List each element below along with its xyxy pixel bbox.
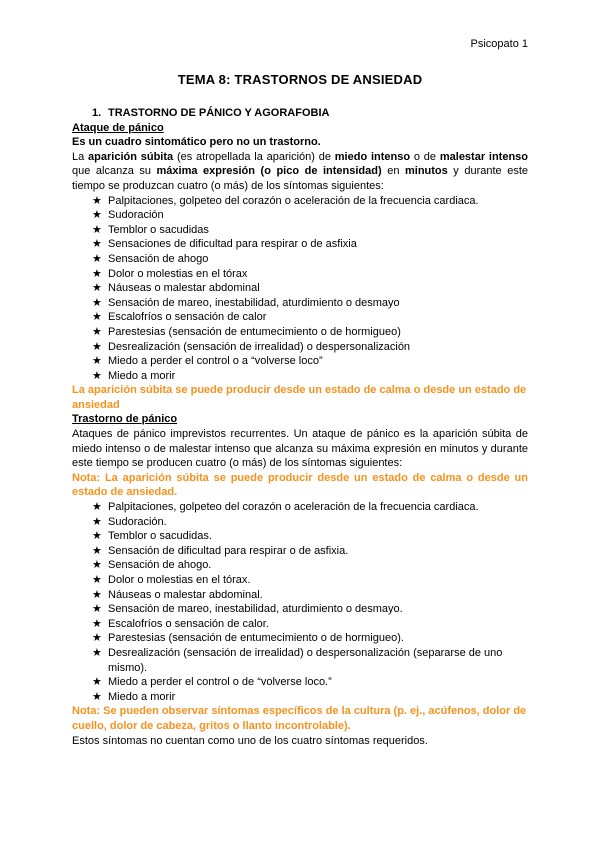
culture-note-line2: cuello, dolor de cabeza, gritos o llanto incontrolable). [72,719,351,732]
star-bullet-icon: ★ [92,267,102,280]
list-item-text: Desrealización (sensación de irrealidad) o despersonalización [108,340,411,353]
list-item [92,588,528,603]
star-bullet-icon: ★ [92,311,102,324]
list-item-text: Sensación de ahogo [108,252,209,265]
star-bullet-icon: ★ [92,340,102,353]
list-item [92,369,528,384]
list-item-text: Miedo a perder el control o a “volverse loco” [108,355,323,368]
list-item-text: Sensación de ahogo. [108,559,212,572]
trastorno-intro: Ataques de pánico imprevistos recurrentes. Un ataque de pánico es la aparición súbita de miedo intenso o de malestar intenso que alcanza su máxima expresión en minutos y durante este tiempo se producen cuatro (o más) de los síntomas siguientes: [72,428,528,470]
list-item [92,675,528,690]
star-bullet-icon: ★ [92,617,102,630]
star-bullet-icon: ★ [92,515,102,528]
star-bullet-icon: ★ [92,355,102,368]
list-item-text: Sensación de mareo, inestabilidad, aturdimiento o desmayo [108,296,400,309]
closing-text: Estos síntomas no cuentan como uno de los cuatro síntomas requeridos. [72,734,428,747]
star-bullet-icon: ★ [92,646,102,659]
star-bullet-icon: ★ [92,369,102,382]
list-item-text: Dolor o molestias en el tórax. [108,574,251,586]
list-item [92,223,528,238]
star-bullet-icon: ★ [92,676,102,689]
list-item-text: Náuseas o malestar abdominal. [108,588,263,601]
list-item [92,646,528,675]
star-bullet-icon: ★ [92,501,102,514]
list-item [92,515,528,530]
header-course: Psicopato 1 [470,38,528,50]
list-item [92,690,528,705]
list-item [92,573,528,588]
list-item [92,354,528,369]
list-item [92,252,528,267]
list-item-text: Miedo a perder el control o de “volverse loco.” [108,676,332,689]
list-item [92,529,528,544]
ataque-intro: La aparición súbita (es atropellada la aparición) de miedo intenso o de malestar intenso que alcanza su máxima expresión (o pico de intensidad) en minutos y durante este tiempo se produzcan cuatro (o más) de los síntomas siguientes: [72,150,529,192]
list-item-text: Miedo a morir [108,369,176,382]
star-bullet-icon: ★ [92,325,102,338]
list-item [92,617,528,632]
list-item-text: Palpitaciones, golpeteo del corazón o aceleración de la frecuencia cardiaca. [108,194,479,207]
list-item-text: Sensaciones de dificultad para respirar o de asfixia [108,238,357,251]
list-item [92,237,528,252]
section-heading [92,106,528,121]
ataque-heading: Ataque de pánico [72,121,164,134]
list-item [92,325,528,340]
list-item-text: Escalofríos o sensación de calor. [108,617,269,630]
star-bullet-icon: ★ [92,690,102,703]
section-number: 1. [92,107,102,119]
star-bullet-icon: ★ [92,574,102,586]
list-item-text: Escalofríos o sensación de calor [108,311,267,324]
star-bullet-icon: ★ [92,238,102,251]
list-item [92,602,528,617]
list-item [92,208,528,223]
list-item-text: Temblor o sacudidas [108,223,209,236]
list-item-text: Palpitaciones, golpeteo del corazón o aceleración de la frecuencia cardiaca. [108,501,479,514]
list-item-text: Desrealización (sensación de irrealidad) o despersonalización (separarse de uno mismo). [108,646,503,674]
list-item-text: Temblor o sacudidas. [108,530,212,543]
list-item-text: Parestesias (sensación de entumecimiento o de hormigueo) [108,325,401,338]
list-item-text: Miedo a morir [108,690,176,703]
culture-note-line1: Nota: Se pueden observar síntomas específicos de la cultura (p. ej., acúfenos, dolor de [72,705,527,718]
star-bullet-icon: ★ [92,603,102,616]
trastorno-heading: Trastorno de pánico [72,413,178,426]
star-bullet-icon: ★ [92,544,102,557]
list-item-text: Parestesias (sensación de entumecimiento o de hormigueo). [108,632,404,645]
list-item-text: Sudoración [108,209,164,222]
list-item-text: Sensación de mareo, inestabilidad, aturdimiento o desmayo. [108,603,403,616]
star-bullet-icon: ★ [92,194,102,207]
list-item [92,544,528,559]
list-item [92,500,528,515]
list-item-text: Sensación de dificultad para respirar o de asfixia. [108,544,349,557]
list-item [92,296,528,311]
list-item-text: Dolor o molestias en el tórax [108,267,248,280]
ataque-subheading: Es un cuadro sintomático pero no un trastorno. [72,136,321,149]
list-item [92,631,528,646]
star-bullet-icon: ★ [92,588,102,601]
ataque-note: La aparición súbita se puede producir desde un estado de calma o desde un estado de ansiedad [72,384,527,411]
section-title: TRASTORNO DE PÁNICO Y AGORAFOBIA [108,107,330,119]
star-bullet-icon: ★ [92,559,102,572]
star-bullet-icon: ★ [92,530,102,543]
list-item [92,558,528,573]
list-item [92,281,528,296]
star-bullet-icon: ★ [92,223,102,236]
star-bullet-icon: ★ [92,209,102,222]
list-item-text: Sudoración. [108,515,167,528]
star-bullet-icon: ★ [92,632,102,645]
trastorno-note: Nota: La aparición súbita se puede producir desde un estado de calma o desde un estado de ansiedad. [72,471,528,499]
list-item [92,267,528,282]
list-item [92,194,528,209]
star-bullet-icon: ★ [92,252,102,265]
list-item-text: Náuseas o malestar abdominal [108,282,260,295]
list-item [92,310,528,325]
page-title: TEMA 8: TRASTORNOS DE ANSIEDAD [177,72,423,87]
ataque-symptom-list [72,194,528,384]
list-item [92,340,528,355]
trastorno-symptom-list [72,500,528,704]
document-body [72,106,528,748]
star-bullet-icon: ★ [92,282,102,295]
star-bullet-icon: ★ [92,296,102,309]
